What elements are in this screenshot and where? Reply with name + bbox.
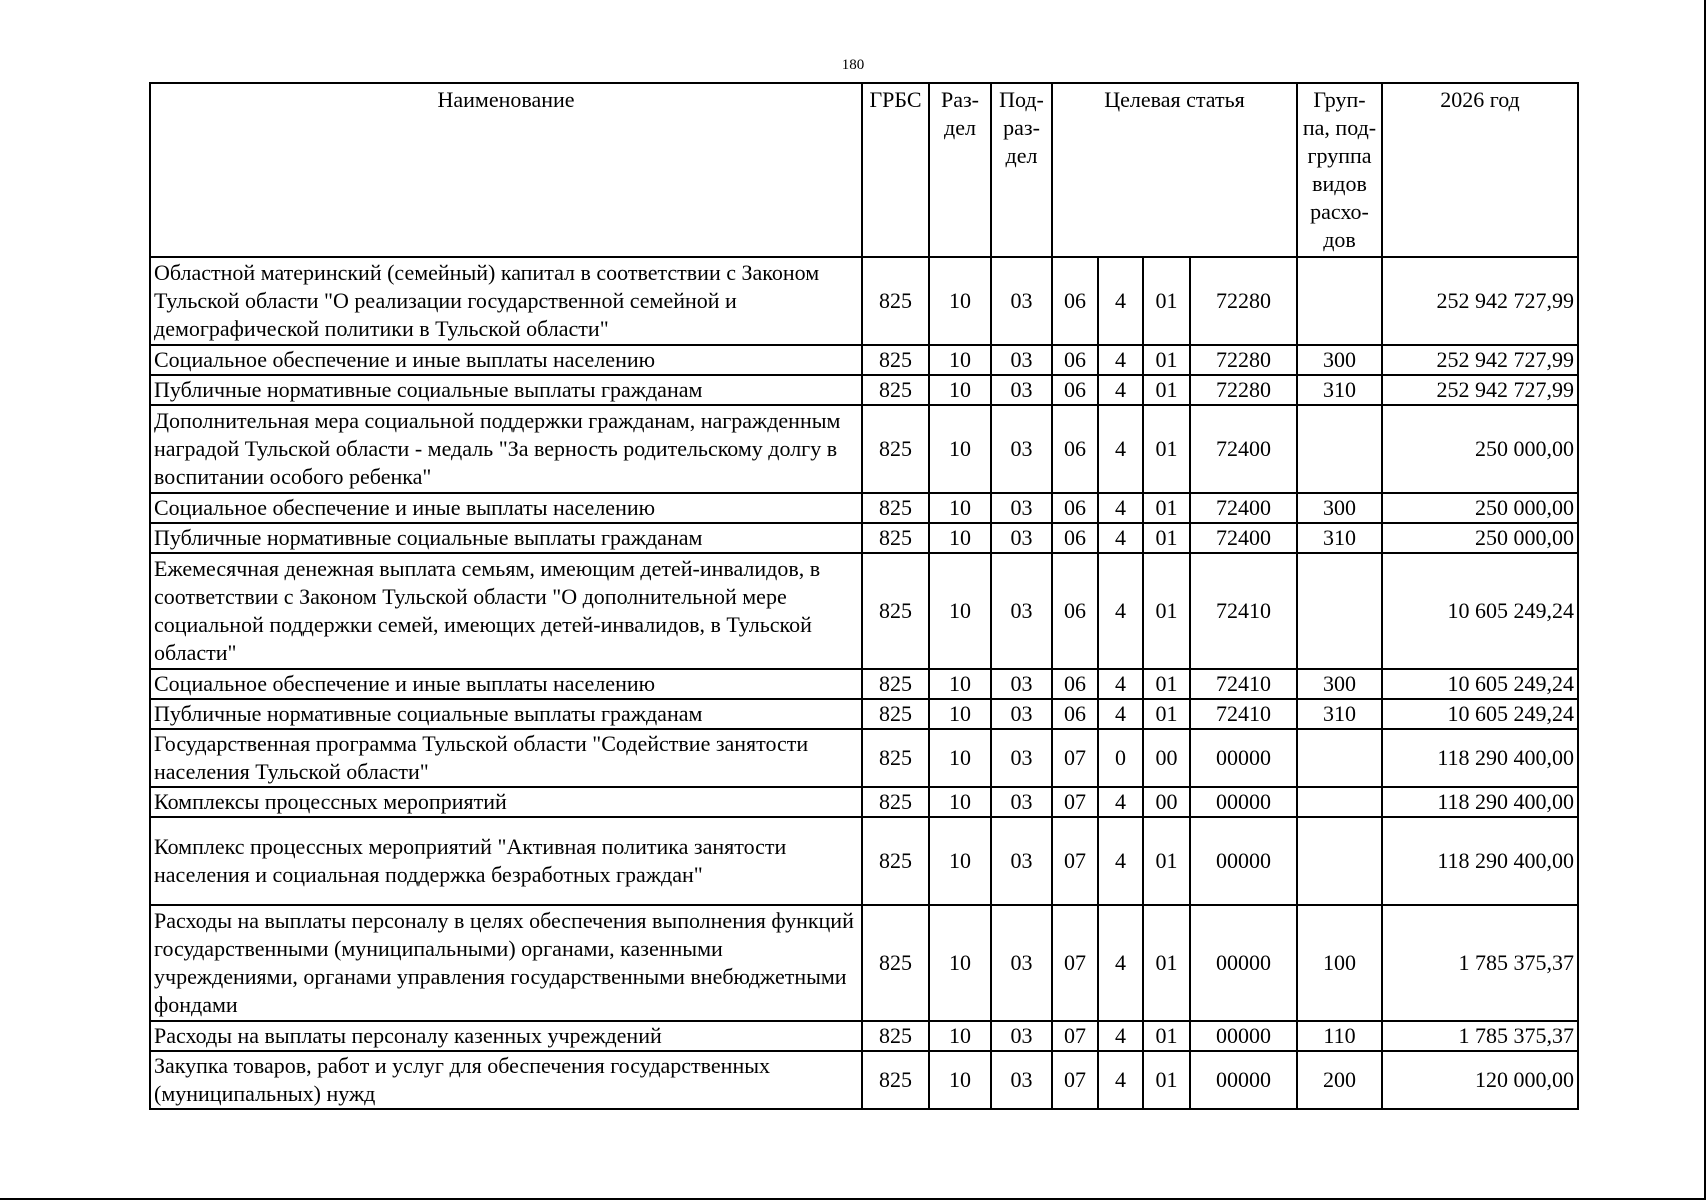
- cell-target-subprogram: 01: [1143, 345, 1190, 375]
- cell-expense-group: 300: [1297, 493, 1382, 523]
- cell-name: Публичные нормативные социальные выплаты гражданам: [150, 699, 862, 729]
- cell-name: Государственная программа Тульской области "Содействие занятости населения Тульской области": [150, 729, 862, 787]
- cell-podrazdel: 03: [991, 787, 1052, 817]
- cell-podrazdel: 03: [991, 553, 1052, 669]
- cell-target-subprogram: 01: [1143, 699, 1190, 729]
- cell-target-type: 4: [1098, 699, 1143, 729]
- cell-name: Публичные нормативные социальные выплаты гражданам: [150, 375, 862, 405]
- cell-grbs: 825: [862, 1021, 929, 1051]
- cell-grbs: 825: [862, 405, 929, 493]
- cell-grbs: 825: [862, 699, 929, 729]
- table-row: [150, 1051, 1578, 1109]
- cell-target-direction: 72400: [1190, 493, 1297, 523]
- cell-expense-group: 300: [1297, 345, 1382, 375]
- cell-expense-group: 310: [1297, 375, 1382, 405]
- cell-grbs: 825: [862, 553, 929, 669]
- cell-razdel: 10: [929, 905, 991, 1021]
- cell-target-type: 4: [1098, 257, 1143, 345]
- cell-podrazdel: 03: [991, 345, 1052, 375]
- cell-expense-group: 310: [1297, 699, 1382, 729]
- table-header-row: [150, 83, 1578, 257]
- cell-amount: 252 942 727,99: [1382, 345, 1578, 375]
- cell-target-direction: 00000: [1190, 905, 1297, 1021]
- cell-name: Дополнительная мера социальной поддержки гражданам, награжденным наградой Тульской области - медаль "За верность родительскому долгу в воспитании особого ребенка": [150, 405, 862, 493]
- cell-target-program: 06: [1052, 553, 1098, 669]
- cell-grbs: 825: [862, 817, 929, 905]
- cell-podrazdel: 03: [991, 729, 1052, 787]
- cell-target-program: 06: [1052, 345, 1098, 375]
- cell-razdel: 10: [929, 493, 991, 523]
- header-razdel: Раз- дел: [929, 83, 991, 257]
- cell-target-program: 07: [1052, 905, 1098, 1021]
- cell-amount: 250 000,00: [1382, 405, 1578, 493]
- cell-grbs: 825: [862, 523, 929, 553]
- cell-target-subprogram: 01: [1143, 1051, 1190, 1109]
- cell-podrazdel: 03: [991, 1051, 1052, 1109]
- cell-grbs: 825: [862, 1051, 929, 1109]
- cell-podrazdel: 03: [991, 817, 1052, 905]
- cell-grbs: 825: [862, 905, 929, 1021]
- cell-razdel: 10: [929, 787, 991, 817]
- cell-target-subprogram: 01: [1143, 405, 1190, 493]
- cell-target-program: 06: [1052, 669, 1098, 699]
- cell-razdel: 10: [929, 345, 991, 375]
- cell-target-program: 07: [1052, 787, 1098, 817]
- cell-name: Комплексы процессных мероприятий: [150, 787, 862, 817]
- cell-expense-group: [1297, 729, 1382, 787]
- cell-target-program: 07: [1052, 729, 1098, 787]
- cell-target-direction: 00000: [1190, 1051, 1297, 1109]
- cell-target-type: 4: [1098, 523, 1143, 553]
- cell-target-subprogram: 01: [1143, 493, 1190, 523]
- cell-grbs: 825: [862, 345, 929, 375]
- cell-name: Расходы на выплаты персоналу казенных учреждений: [150, 1021, 862, 1051]
- cell-razdel: 10: [929, 729, 991, 787]
- cell-target-type: 4: [1098, 669, 1143, 699]
- cell-amount: 252 942 727,99: [1382, 257, 1578, 345]
- cell-target-direction: 72280: [1190, 345, 1297, 375]
- table-row: [150, 787, 1578, 817]
- table-row: [150, 405, 1578, 493]
- cell-name: Расходы на выплаты персоналу в целях обеспечения выполнения функций государственными (муниципальными) органами, казенными учреждениями, органами управления государственными внебюджетными фондами: [150, 905, 862, 1021]
- cell-razdel: 10: [929, 257, 991, 345]
- cell-podrazdel: 03: [991, 493, 1052, 523]
- cell-razdel: 10: [929, 1021, 991, 1051]
- cell-target-direction: 72410: [1190, 699, 1297, 729]
- header-expense-group: Груп- па, под- группа видов расхо- дов: [1297, 83, 1382, 257]
- header-grbs: ГРБС: [862, 83, 929, 257]
- cell-podrazdel: 03: [991, 523, 1052, 553]
- cell-target-direction: 72410: [1190, 553, 1297, 669]
- table-row: [150, 493, 1578, 523]
- cell-expense-group: [1297, 405, 1382, 493]
- cell-amount: 120 000,00: [1382, 1051, 1578, 1109]
- table-row: [150, 817, 1578, 905]
- cell-podrazdel: 03: [991, 405, 1052, 493]
- cell-razdel: 10: [929, 553, 991, 669]
- cell-podrazdel: 03: [991, 257, 1052, 345]
- cell-target-program: 06: [1052, 523, 1098, 553]
- cell-target-direction: 00000: [1190, 729, 1297, 787]
- cell-target-program: 06: [1052, 493, 1098, 523]
- table-row: [150, 699, 1578, 729]
- cell-razdel: 10: [929, 669, 991, 699]
- cell-target-subprogram: 01: [1143, 553, 1190, 669]
- table-row: [150, 345, 1578, 375]
- cell-target-subprogram: 00: [1143, 787, 1190, 817]
- cell-target-program: 06: [1052, 257, 1098, 345]
- cell-podrazdel: 03: [991, 669, 1052, 699]
- cell-target-program: 07: [1052, 1051, 1098, 1109]
- cell-target-program: 06: [1052, 405, 1098, 493]
- cell-target-direction: 00000: [1190, 787, 1297, 817]
- cell-target-direction: 72280: [1190, 257, 1297, 345]
- cell-target-subprogram: 01: [1143, 905, 1190, 1021]
- cell-grbs: 825: [862, 257, 929, 345]
- cell-target-direction: 72400: [1190, 405, 1297, 493]
- cell-target-subprogram: 01: [1143, 375, 1190, 405]
- header-year: 2026 год: [1382, 83, 1578, 257]
- cell-amount: 118 290 400,00: [1382, 787, 1578, 817]
- cell-razdel: 10: [929, 1051, 991, 1109]
- cell-podrazdel: 03: [991, 905, 1052, 1021]
- cell-expense-group: 200: [1297, 1051, 1382, 1109]
- cell-expense-group: 110: [1297, 1021, 1382, 1051]
- cell-razdel: 10: [929, 817, 991, 905]
- cell-name: Закупка товаров, работ и услуг для обеспечения государственных (муниципальных) нужд: [150, 1051, 862, 1109]
- table-row: [150, 1021, 1578, 1051]
- header-podrazdel: Под- раз- дел: [991, 83, 1052, 257]
- cell-amount: 10 605 249,24: [1382, 553, 1578, 669]
- cell-expense-group: [1297, 817, 1382, 905]
- cell-name: Областной материнский (семейный) капитал в соответствии с Законом Тульской области "О реализации государственной семейной и демографической политики в Тульской области": [150, 257, 862, 345]
- cell-razdel: 10: [929, 523, 991, 553]
- cell-grbs: 825: [862, 375, 929, 405]
- cell-target-direction: 72410: [1190, 669, 1297, 699]
- cell-target-type: 4: [1098, 1021, 1143, 1051]
- table-row: [150, 523, 1578, 553]
- table-row: [150, 729, 1578, 787]
- cell-target-direction: 00000: [1190, 817, 1297, 905]
- cell-expense-group: 310: [1297, 523, 1382, 553]
- cell-name: Ежемесячная денежная выплата семьям, имеющим детей-инвалидов, в соответствии с Законом Тульской области "О дополнительной мере социальной поддержки семей, имеющих детей-инвалидов, в Тульской области": [150, 553, 862, 669]
- cell-target-subprogram: 01: [1143, 817, 1190, 905]
- cell-razdel: 10: [929, 699, 991, 729]
- cell-target-direction: 72400: [1190, 523, 1297, 553]
- cell-podrazdel: 03: [991, 375, 1052, 405]
- cell-target-subprogram: 01: [1143, 1021, 1190, 1051]
- cell-target-type: 4: [1098, 405, 1143, 493]
- cell-target-program: 07: [1052, 817, 1098, 905]
- cell-grbs: 825: [862, 787, 929, 817]
- budget-table: [149, 82, 1579, 1110]
- cell-target-type: 4: [1098, 493, 1143, 523]
- cell-target-program: 06: [1052, 375, 1098, 405]
- header-name: Наименование: [150, 83, 862, 257]
- cell-amount: 250 000,00: [1382, 493, 1578, 523]
- cell-target-type: 4: [1098, 1051, 1143, 1109]
- cell-grbs: 825: [862, 669, 929, 699]
- cell-target-direction: 72280: [1190, 375, 1297, 405]
- table-row: [150, 553, 1578, 669]
- cell-amount: 118 290 400,00: [1382, 729, 1578, 787]
- cell-amount: 252 942 727,99: [1382, 375, 1578, 405]
- cell-target-subprogram: 01: [1143, 669, 1190, 699]
- table-row: [150, 257, 1578, 345]
- cell-target-type: 0: [1098, 729, 1143, 787]
- cell-target-type: 4: [1098, 345, 1143, 375]
- cell-expense-group: [1297, 553, 1382, 669]
- cell-expense-group: 300: [1297, 669, 1382, 699]
- cell-amount: 10 605 249,24: [1382, 699, 1578, 729]
- cell-target-direction: 00000: [1190, 1021, 1297, 1051]
- cell-grbs: 825: [862, 729, 929, 787]
- header-target-article: Целевая статья: [1052, 83, 1297, 257]
- cell-target-subprogram: 01: [1143, 523, 1190, 553]
- cell-target-subprogram: 00: [1143, 729, 1190, 787]
- cell-name: Публичные нормативные социальные выплаты гражданам: [150, 523, 862, 553]
- cell-target-subprogram: 01: [1143, 257, 1190, 345]
- cell-name: Социальное обеспечение и иные выплаты населению: [150, 669, 862, 699]
- cell-target-type: 4: [1098, 817, 1143, 905]
- cell-amount: 1 785 375,37: [1382, 905, 1578, 1021]
- cell-amount: 118 290 400,00: [1382, 817, 1578, 905]
- table-body: [150, 257, 1578, 1109]
- cell-amount: 10 605 249,24: [1382, 669, 1578, 699]
- cell-expense-group: [1297, 257, 1382, 345]
- cell-name: Социальное обеспечение и иные выплаты населению: [150, 493, 862, 523]
- table-row: [150, 669, 1578, 699]
- table-row: [150, 905, 1578, 1021]
- table-row: [150, 375, 1578, 405]
- cell-amount: 1 785 375,37: [1382, 1021, 1578, 1051]
- cell-target-type: 4: [1098, 553, 1143, 669]
- cell-target-program: 06: [1052, 699, 1098, 729]
- cell-razdel: 10: [929, 405, 991, 493]
- cell-expense-group: [1297, 787, 1382, 817]
- cell-name: Комплекс процессных мероприятий "Активная политика занятости населения и социальная поддержка безработных граждан": [150, 817, 862, 905]
- cell-expense-group: 100: [1297, 905, 1382, 1021]
- cell-target-type: 4: [1098, 375, 1143, 405]
- cell-razdel: 10: [929, 375, 991, 405]
- cell-name: Социальное обеспечение и иные выплаты населению: [150, 345, 862, 375]
- cell-podrazdel: 03: [991, 1021, 1052, 1051]
- cell-target-type: 4: [1098, 787, 1143, 817]
- cell-target-program: 07: [1052, 1021, 1098, 1051]
- cell-amount: 250 000,00: [1382, 523, 1578, 553]
- cell-target-type: 4: [1098, 905, 1143, 1021]
- cell-podrazdel: 03: [991, 699, 1052, 729]
- cell-grbs: 825: [862, 493, 929, 523]
- page-number: 180: [841, 57, 865, 73]
